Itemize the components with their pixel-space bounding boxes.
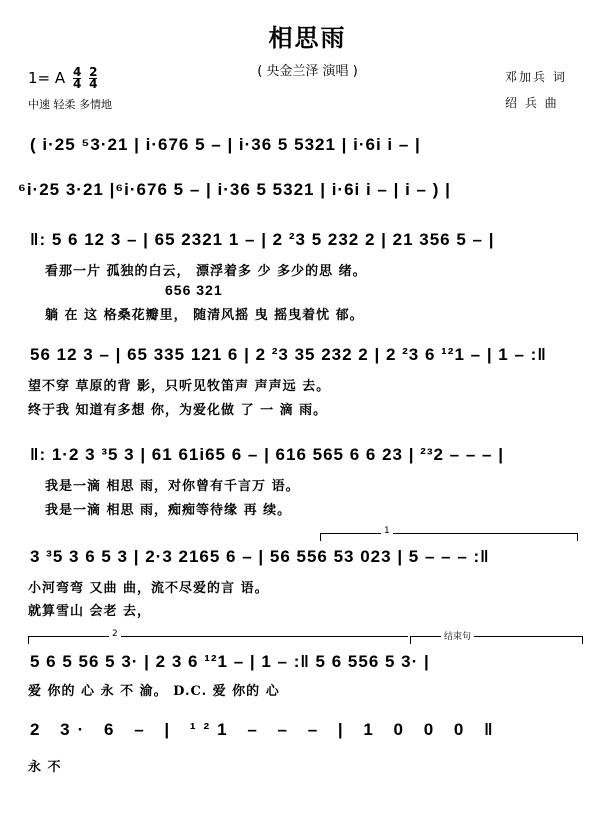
notes-line-5: ‖: 1·2 3 ³5 3 | 61 61i65 6 – | 616 565 6 6 23 | ²³2 – – – | [30, 445, 504, 464]
notes-line-4: 56 12 3 – | 65 335 121 6 | 2 ²3 35 232 2 | 2 ²3 6 ¹²1 – | 1 – :‖ [30, 345, 547, 364]
lyrics-line-6-verse-1: 小河弯弯 又曲 曲，流不尽爱的言 语。 [28, 581, 269, 596]
lyrics-line-7: 爱 你的 心 永 不 渝。 D.C. 爱 你的 心 [28, 684, 280, 699]
lyrics-line-3-verse-1: 看那一片 孤独的白云， 漂浮着多 少 多少的思 绪。 [45, 264, 367, 279]
time-signature-1: $\frac{4}{4}$ [72, 65, 82, 91]
alt-notes-line-3: 656 321 [165, 282, 223, 298]
first-ending-bracket: 1 [320, 533, 578, 541]
key-label: 1= A [28, 69, 66, 87]
staff-line-8 [0, 720, 615, 780]
second-ending-bracket: 2 [28, 636, 408, 644]
lyrics-line-5-verse-1: 我是一滴 相思 雨，对你曾有千言万 语。 [45, 479, 300, 494]
staff-line-5 [0, 445, 615, 525]
staff-line-7 [0, 630, 615, 705]
composer-credit: 绍 兵 曲 [505, 96, 559, 110]
notes-line-1: ( i·25 ⁵3·21 | i·676 5 – | i·36 5 5321 | i·6i i – | [30, 135, 421, 154]
lyrics-line-6-verse-2: 就算雪山 会老 去， [28, 604, 152, 619]
performer-subtitle: ( 央金兰泽 演唱 ) [257, 64, 358, 79]
staff-line-2 [0, 180, 615, 210]
notes-line-6: 3 ³5 3 6 5 3 | 2·3 2165 6 – | 56 556 53 023 | 5 – – – :‖ [30, 547, 490, 566]
lyrics-line-4-verse-1: 望不穿 草原的背 影，只听见牧笛声 声声远 去。 [28, 379, 331, 394]
time-signature-2: $\frac{2}{4}$ [89, 65, 98, 91]
lyrics-line-3-verse-2: 躺 在 这 格桑花瓣里， 随清风摇 曳 摇曳着忧 郁。 [45, 308, 364, 323]
staff-line-6 [0, 526, 615, 620]
song-title: 相思雨 [268, 24, 347, 52]
lyrics-line-8: 永 不 [28, 760, 62, 775]
lyricist-credit: 邓加兵 词 [505, 70, 567, 84]
staff-line-4 [0, 345, 615, 425]
notes-line-3: ‖: 5 6 12 3 – | 65 2321 1 – | 2 ²3 5 232 2 | 21 356 5 – | [30, 230, 495, 249]
notes-line-8: 2 3· 6 – | ¹²1 – – – | 1 0 0 0 ‖ [30, 720, 501, 739]
key-signature [28, 67, 97, 90]
notes-line-7: 5 6 5 56 5 3· | 2 3 6 ¹²1 – | 1 – :‖ 5 6 556 5 3· | [30, 652, 430, 671]
notes-line-2: ⁶i·25 3·21 |⁶i·676 5 – | i·36 5 5321 | i·6i i – | i – ) | [18, 180, 451, 199]
staff-line-3 [0, 230, 615, 330]
lyrics-line-5-verse-2: 我是一滴 相思 雨，痴痴等待缘 再 续。 [45, 503, 292, 518]
tempo-marking: 中速 轻柔 多情地 [28, 98, 112, 111]
ending-phrase-bracket: 结束句 [410, 636, 583, 644]
staff-line-1 [0, 135, 615, 165]
lyrics-line-4-verse-2: 终于我 知道有多想 你，为爱化做 了 一 滴 雨。 [28, 403, 328, 418]
